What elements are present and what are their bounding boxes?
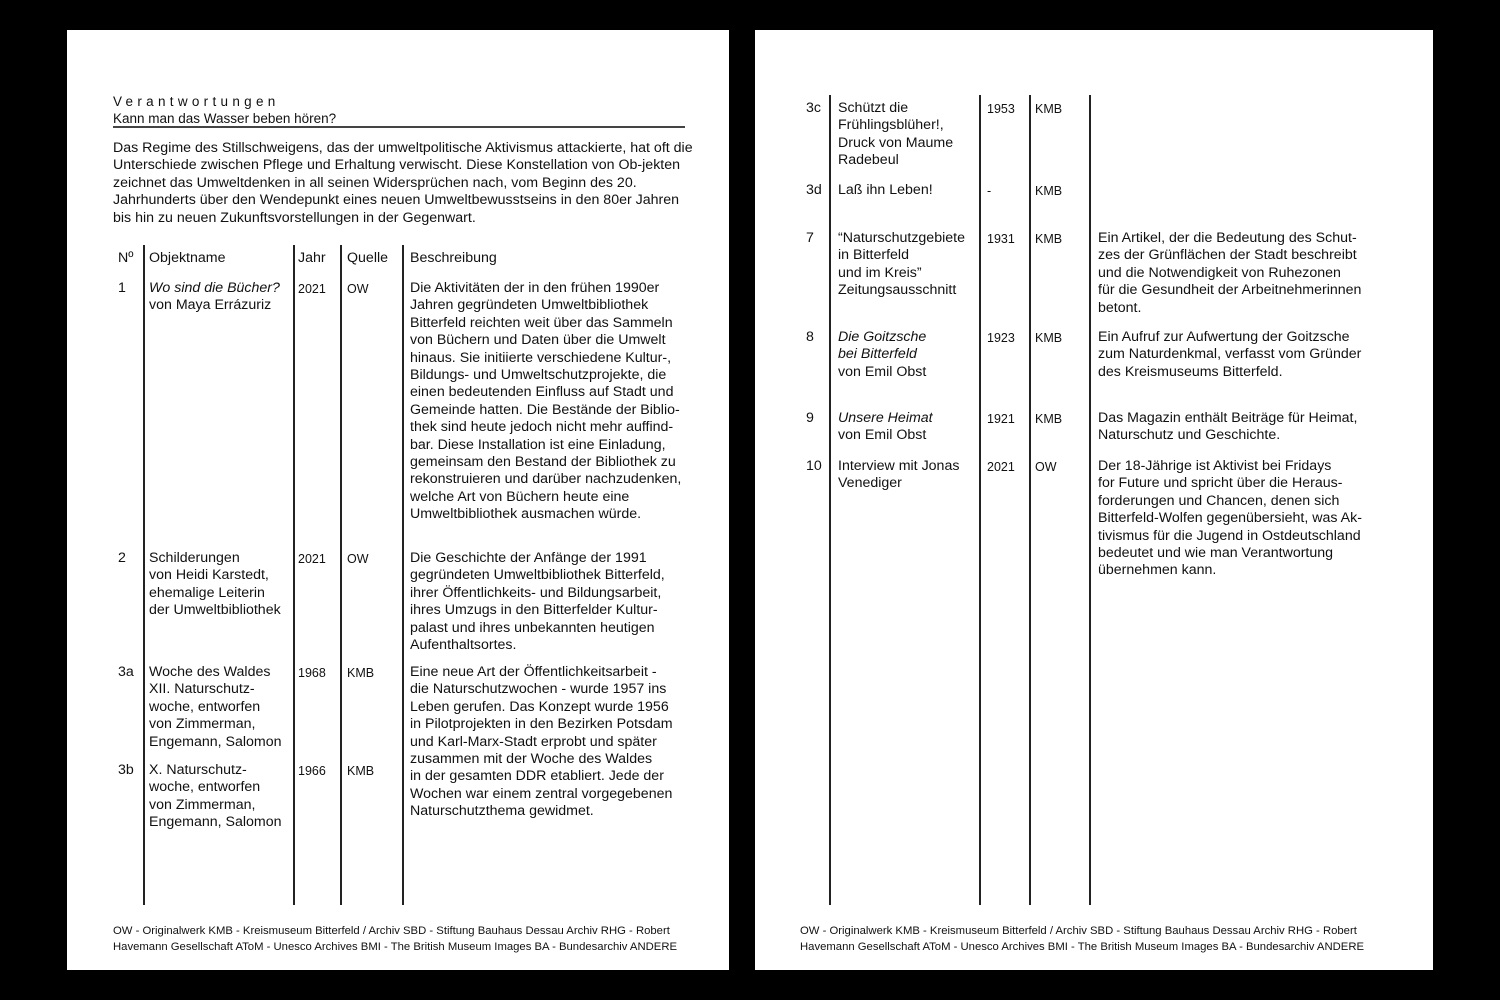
footer-line: OW - Originalwerk KMB - Kreismuseum Bitterfeld / Archiv SBD - Stiftung Bauhaus Dessau Archiv RHG - Robert: [113, 925, 670, 937]
row-year: 1953: [987, 102, 1015, 116]
row-year: 1923: [987, 331, 1015, 345]
object-name: [838, 100, 953, 170]
column-header-year: Jahr: [298, 250, 326, 266]
object-name-text: “Naturschutzgebiete in Bitterfeld und im Kreis” Zeitungsausschnitt: [838, 230, 965, 299]
row-source: KMB: [1035, 232, 1063, 246]
row-year: 2021: [298, 282, 326, 296]
row-source: KMB: [1035, 184, 1063, 198]
row-description: Das Magazin enthält Beiträge für Heimat, Naturschutz und Geschichte.: [1098, 410, 1358, 444]
row-year: -: [987, 184, 992, 198]
column-divider: [340, 245, 342, 905]
intro-paragraph: Das Regime des Stillschweigens, das der umweltpolitische Aktivismus attackierte, hat oft die Unterschiede zwischen Pflege und Erhaltung verwischt. Diese Konstellation von Ob-jekten zeichnet das Umweltdenken in all seinen Widersprüchen nach, vom Beginn des 20. Jahrhunderts über den Wendepunkt eines neuen Umweltbewusstseins in den 80er Jahren bis hin zu neuen Zukunftsvorstellungen in der Gegenwart.: [113, 140, 693, 226]
section-title: Verantwortungen: [113, 94, 280, 109]
row-source: OW: [1035, 460, 1057, 474]
column-divider: [1089, 95, 1091, 905]
row-source: KMB: [347, 666, 375, 680]
row-year: 1968: [298, 666, 326, 680]
row-number: 8: [806, 329, 814, 345]
row-description: Ein Artikel, der die Bedeutung des Schut- zes der Grünflächen der Stadt beschreibt und die Notwendigkeit von Ruhezonen für die Gesundheit der Arbeitnehmerinnen betont.: [1098, 230, 1362, 316]
row-number: 3d: [806, 182, 822, 198]
object-name-text: von Emil Obst: [838, 363, 927, 380]
object-name-text: X. Naturschutz- woche, entworfen von Zimmerman, Engemann, Salomon: [149, 762, 282, 831]
row-number: 9: [806, 410, 814, 426]
row-source: KMB: [1035, 331, 1063, 345]
object-title: Unsere Heimat: [838, 410, 933, 426]
row-number: 10: [806, 458, 822, 474]
object-name: [838, 329, 926, 381]
column-divider: [1029, 95, 1031, 905]
row-year: 1966: [298, 764, 326, 778]
object-name: [149, 550, 281, 620]
object-name-text: Woche des Waldes XII. Naturschutz- woche, entworfen von Zimmerman, Engemann, Salomon: [149, 664, 282, 750]
row-number: 3a: [118, 664, 134, 680]
object-name-text: von Emil Obst: [838, 427, 927, 444]
object-name: [838, 458, 959, 493]
footer-line: Havemann Gesellschaft AToM - Unesco Archives BMI - The British Museum Images BA - Bundesarchiv ANDERE: [113, 941, 678, 953]
footer-line: Havemann Gesellschaft AToM - Unesco Archives BMI - The British Museum Images BA - Bundesarchiv ANDERE: [800, 941, 1365, 953]
column-divider: [979, 95, 981, 905]
object-name-text: Schilderungen von Heidi Karstedt, ehemalige Leiterin der Umweltbibliothek: [149, 550, 281, 619]
row-description: Ein Aufruf zur Aufwertung der Goitzsche zum Naturdenkmal, verfasst vom Gründer des Kreismuseums Bitterfeld.: [1098, 329, 1362, 380]
object-name: [149, 762, 282, 832]
row-source: OW: [347, 282, 369, 296]
row-number: 1: [118, 280, 126, 296]
row-source: KMB: [347, 764, 375, 778]
column-divider: [829, 95, 831, 905]
object-name: [838, 182, 933, 199]
object-name-text: von Maya Errázuriz: [149, 297, 272, 314]
document-page-right: [755, 30, 1433, 970]
column-header-source: Quelle: [347, 250, 389, 266]
object-name-text: Schützt die Frühlingsblüher!, Druck von Maume Radebeul: [838, 100, 954, 169]
row-description: Die Aktivitäten der in den frühen 1990er Jahren gegründeten Umweltbibliothek Bitterfeld reichten weit über das Sammeln von Büchern und Daten über die Umwelt hinaus. Sie initiierte verschiedene Kultur-, Bildungs- und Umweltschutzprojekte, die einen bedeutenden Einfluss auf Stadt und Gemeinde hatten. Die Bestände der Biblio- thek sind heute jedoch nicht mehr auffind- bar. Diese Installation ist eine Einladung, gemeinsam den Bestand der Bibliothek zu rekonstruieren und darüber nachzudenken, welche Art von Büchern heute eine Umweltbibliothek ausmachen würde.: [410, 280, 682, 523]
object-name: [149, 664, 282, 751]
object-name: [838, 410, 933, 445]
object-name-text: Laß ihn Leben!: [838, 182, 933, 198]
column-header-nr: Nº: [118, 250, 134, 266]
column-header-description: Beschreibung: [410, 250, 497, 266]
object-title: Die Goitzsche bei Bitterfeld: [838, 329, 927, 363]
object-name: [149, 280, 280, 315]
row-year: 2021: [298, 552, 326, 566]
row-source: KMB: [1035, 102, 1063, 116]
object-title: Wo sind die Bücher?: [149, 280, 280, 296]
object-name: [838, 230, 965, 300]
footer-line: OW - Originalwerk KMB - Kreismuseum Bitterfeld / Archiv SBD - Stiftung Bauhaus Dessau Archiv RHG - Robert: [800, 925, 1357, 937]
row-number: 3c: [806, 100, 821, 116]
row-description: Eine neue Art der Öffentlichkeitsarbeit - die Naturschutzwochen - wurde 1957 ins Leben gerufen. Das Konzept wurde 1956 in Pilotprojekten in den Bezirken Potsdam und Karl-Marx-Stadt erprobt und später zusammen mit der Woche des Waldes in der gesamten DDR etabliert. Jede der Wochen war einem zentral vorgegebenen Naturschutzthema gewidmet.: [410, 664, 673, 820]
document-page-left: [67, 30, 729, 970]
row-number: 2: [118, 550, 126, 566]
row-source: KMB: [1035, 412, 1063, 426]
row-year: 1921: [987, 412, 1015, 426]
row-description: Der 18-Jährige ist Aktivist bei Fridays for Future und spricht über die Heraus- forderungen und Chancen, denen sich Bitterfeld-Wolfen gegenübersieht, was Ak- tivismus für die Jugend in Ostdeutschland bedeutet und wie man Verantwortung übernehmen kann.: [1098, 458, 1362, 579]
legend-footer: [113, 923, 713, 955]
row-year: 2021: [987, 460, 1015, 474]
row-year: 1931: [987, 232, 1015, 246]
row-number: 7: [806, 230, 814, 246]
row-number: 3b: [118, 762, 134, 778]
column-divider: [402, 245, 404, 905]
header-divider: [113, 126, 685, 128]
column-header-name: Objektname: [149, 250, 226, 266]
legend-footer: [800, 923, 1400, 955]
column-divider: [143, 245, 145, 905]
row-description: Die Geschichte der Anfänge der 1991 gegründeten Umweltbibliothek Bitterfeld, ihrer Öffentlichkeits- und Bildungsarbeit, ihres Umzugs in den Bitterfelder Kultur- palast und ihres unbekannten heutigen Aufenthaltsortes.: [410, 550, 665, 654]
row-source: OW: [347, 552, 369, 566]
section-subtitle: Kann man das Wasser beben hören?: [113, 111, 337, 126]
object-name-text: Interview mit Jonas Venediger: [838, 458, 960, 492]
column-divider: [293, 245, 295, 905]
